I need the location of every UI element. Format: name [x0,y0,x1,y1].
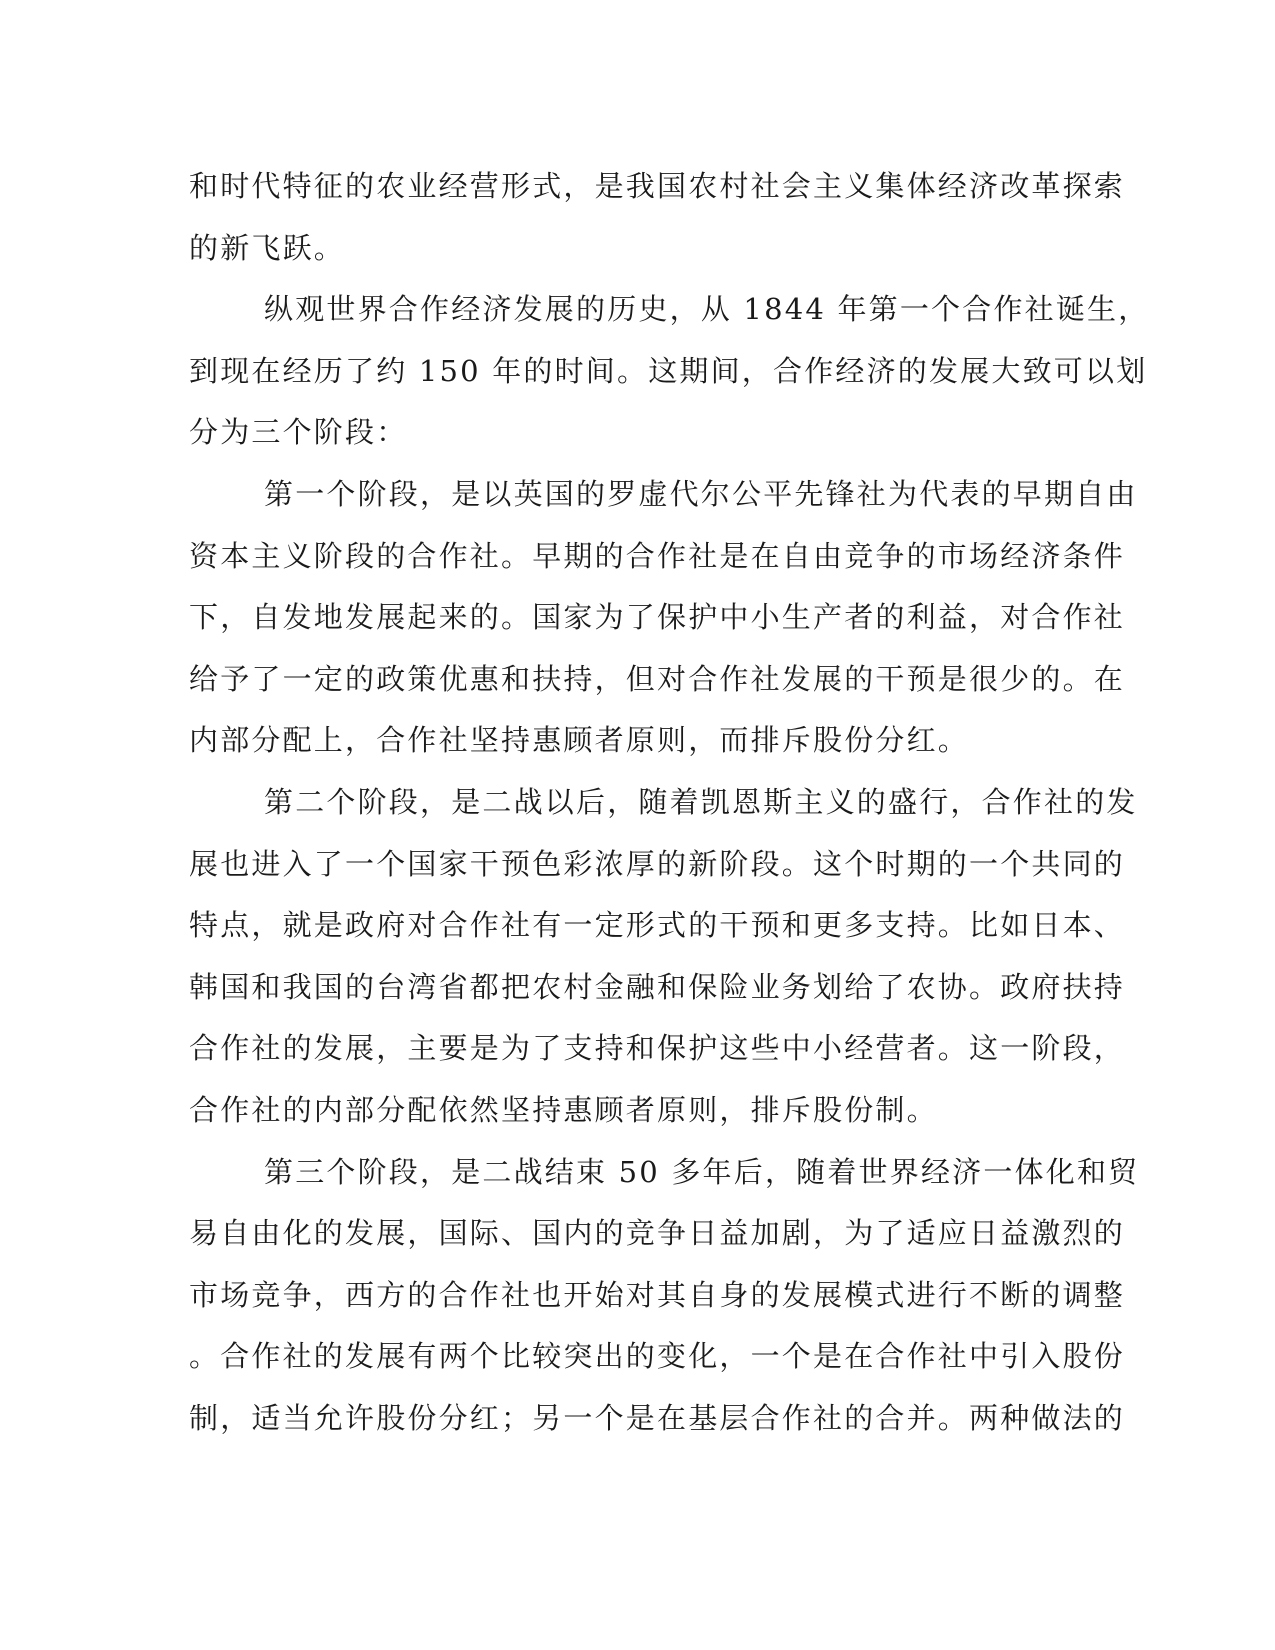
document-body [189,156,1150,1449]
paragraph-4 [189,772,1138,1142]
text-line: 韩国和我国的台湾省都把农村金融和保险业务划给了农协。政府扶持 [189,969,1126,1004]
paragraph-3 [189,464,1138,772]
text-line: 纵观世界合作经济发展的历史，从 1844 年第一个合作社诞生， [264,292,1150,327]
text-line: 。合作社的发展有两个比较突出的变化，一个是在合作社中引入股份 [189,1339,1126,1374]
text-line: 给予了一定的政策优惠和扶持，但对合作社发展的干预是很少的。在 [189,661,1126,696]
text-line: 下，自发地发展起来的。国家为了保护中小生产者的利益，对合作社 [189,600,1126,635]
text-line: 合作社的发展，主要是为了支持和保护这些中小经营者。这一阶段， [189,1031,1126,1066]
text-line: 和时代特征的农业经营形式，是我国农村社会主义集体经济改革探索 [189,169,1126,203]
paragraph-5 [189,1142,1140,1450]
text-line: 特点，就是政府对合作社有一定形式的干预和更多支持。比如日本、 [189,908,1126,943]
text-line: 合作社的内部分配依然坚持惠顾者原则，排斥股份制。 [189,1092,938,1127]
paragraph-1 [189,156,1126,279]
text-line: 内部分配上，合作社坚持惠顾者原则，而排斥股份分红。 [189,723,970,758]
text-line: 第三个阶段，是二战结束 50 多年后，随着世界经济一体化和贸 [264,1154,1140,1189]
text-line: 第一个阶段，是以英国的罗虚代尔公平先锋社为代表的早期自由 [264,476,1138,511]
text-line: 制，适当允许股份分红；另一个是在基层合作社的合并。两种做法的 [189,1400,1126,1435]
text-line: 市场竞争，西方的合作社也开始对其自身的发展模式进行不断的调整 [189,1277,1126,1312]
paragraph-2 [189,279,1150,464]
text-line: 第二个阶段，是二战以后，随着凯恩斯主义的盛行，合作社的发 [264,784,1138,819]
text-line: 到现在经历了约 150 年的时间。这期间，合作经济的发展大致可以划 [189,353,1148,388]
text-line: 资本主义阶段的合作社。早期的合作社是在自由竞争的市场经济条件 [189,538,1126,573]
text-line: 分为三个阶段： [189,415,408,450]
text-line: 的新飞跃。 [189,230,346,265]
text-line: 展也进入了一个国家干预色彩浓厚的新阶段。这个时期的一个共同的 [189,846,1126,881]
text-line: 易自由化的发展，国际、国内的竞争日益加剧，为了适应日益激烈的 [189,1216,1126,1251]
